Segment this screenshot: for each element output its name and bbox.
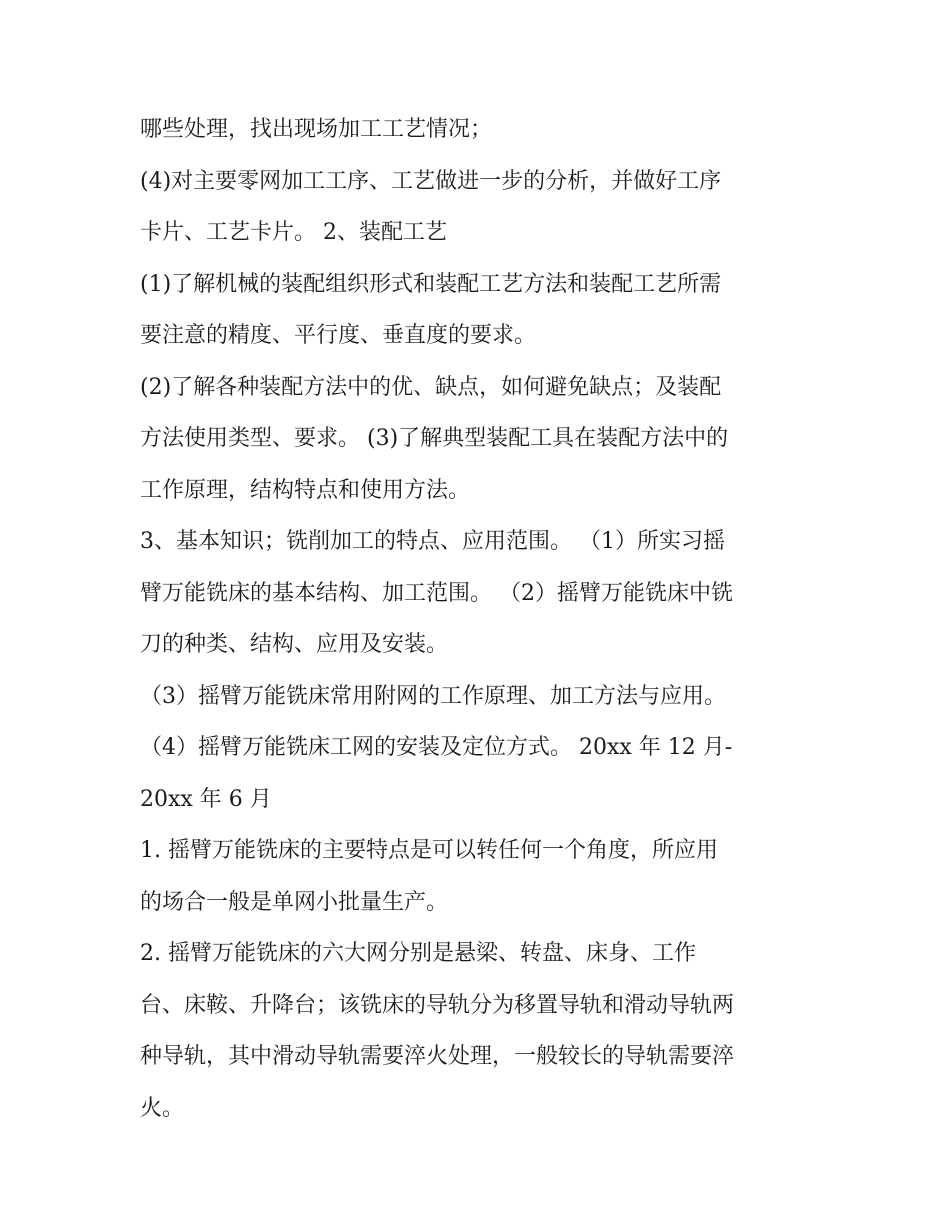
text-line: 2. 摇臂万能铣床的六大网分别是悬梁、转盘、床身、工作 [140, 941, 696, 966]
text-line: 哪些处理，找出现场加工工艺情况； [140, 117, 493, 142]
text-line: (1)了解机械的装配组织形式和装配工艺方法和装配工艺所需 [140, 271, 722, 297]
text-line: (2)了解各种装配方法中的优、缺点，如何避免缺点；及装配 [140, 374, 722, 400]
text-line: 火。 [140, 1095, 185, 1121]
text-line: 的场合一般是单网小批量生产。 [140, 889, 449, 915]
text-line: 20xx 年 6 月 [140, 786, 272, 812]
text-line: 要注意的精度、平行度、垂直度的要求。 [140, 323, 537, 348]
text-line: 工作原理，结构特点和使用方法。 [140, 477, 471, 503]
text-line: 臂万能铣床的基本结构、加工范围。 （2）摇臂万能铣床中铣 [140, 580, 733, 606]
text-line: （3）摇臂万能铣床常用附网的工作原理、加工方法与应用。 [140, 683, 726, 709]
text-line: (4)对主要零网加工工序、工艺做进一步的分析，并做好工序 [140, 168, 722, 194]
text-line: 卡片、工艺卡片。 2、装配工艺 [140, 220, 447, 245]
text-line: （4）摇臂万能铣床工网的安装及定位方式。 20xx 年 12 月- [140, 735, 733, 760]
body-text [140, 104, 820, 1134]
text-line: 3、基本知识；铣削加工的特点、应用范围。 （1）所实习摇 [140, 529, 725, 554]
text-line: 种导轨，其中滑动导轨需要淬火处理，一般较长的导轨需要淬 [140, 1044, 735, 1069]
text-line: 1. 摇臂万能铣床的主要特点是可以转任何一个角度，所应用 [140, 838, 718, 863]
text-line: 刀的种类、结构、应用及安装。 [140, 632, 449, 657]
text-line: 台、床鞍、升降台；该铣床的导轨分为移置导轨和滑动导轨两 [140, 992, 735, 1018]
text-line: 方法使用类型、要求。 (3)了解典型装配工具在装配方法中的 [140, 426, 729, 451]
